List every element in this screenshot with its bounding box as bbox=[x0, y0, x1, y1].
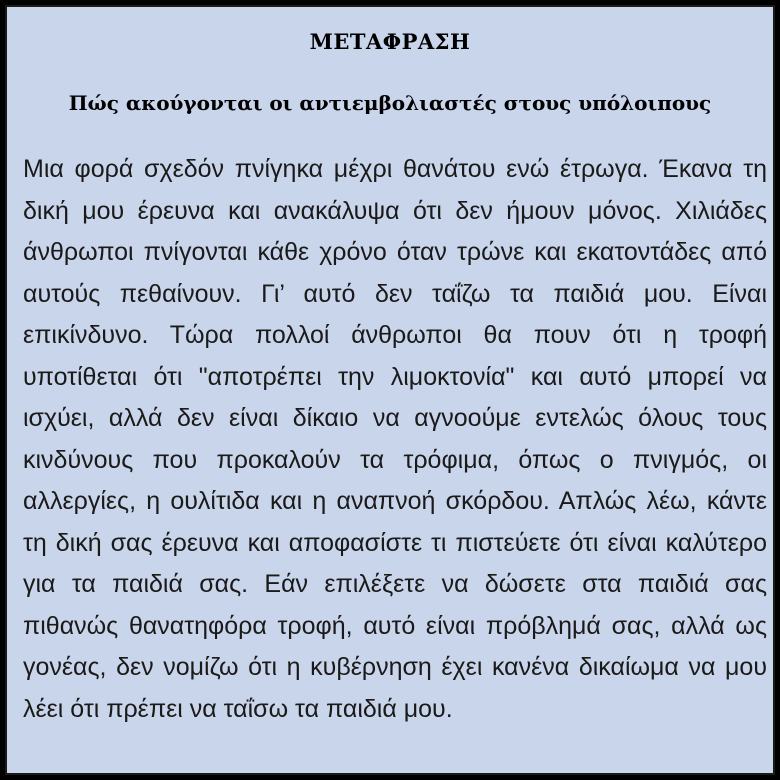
document-subheading: Πώς ακούγονται οι αντιεμβολιαστές στους υπόλοιπους bbox=[68, 91, 712, 115]
document-body-paragraph: Μια φορά σχεδόν πνίγηκα μέχρι θανάτου ενώ έτρωγα. Έκανα τη δική μου έρευνα και ανακάλυψα ότι δεν ήμουν μόνος. Χιλιάδες άνθρωποι πνίγονται κάθε χρόνο όταν τρώνε και εκατοντάδες από αυτούς πεθαίνουν. Γι’ αυτό δεν ταΐζω τα παιδιά μου. Είναι επικίνδυνο. Τώρα πολλοί άνθρωποι θα πουν ότι η τροφή υποτίθεται ότι "αποτρέπει την λιμοκτονία" και αυτό μπορεί να ισχύει, αλλά δεν είναι δίκαιο να αγνοούμε εντελώς όλους τους κινδύνους που προκαλούν τα τρόφιμα, όπως ο πνιγμός, οι αλλεργίες, η ουλίτιδα και η αναπνοή σκόρδου. Απλώς λέω, κάντε τη δική σας έρευνα και αποφασίστε τι πιστεύετε ότι είναι καλύτερο για τα παιδιά σας. Εάν επιλέξετε να δώσετε στα παιδιά σας πιθανώς θανατηφόρα τροφή, αυτό είναι πρόβλημά σας, αλλά ως γονέας, δεν νομίζω ότι η κυβέρνηση έχει κανένα δικαίωμα να μου λέει ότι πρέπει να ταΐσω τα παιδιά μου. bbox=[23, 155, 767, 723]
text-panel bbox=[5, 5, 775, 775]
document-heading: ΜΕΤΑΦΡΑΣΗ bbox=[309, 29, 471, 54]
